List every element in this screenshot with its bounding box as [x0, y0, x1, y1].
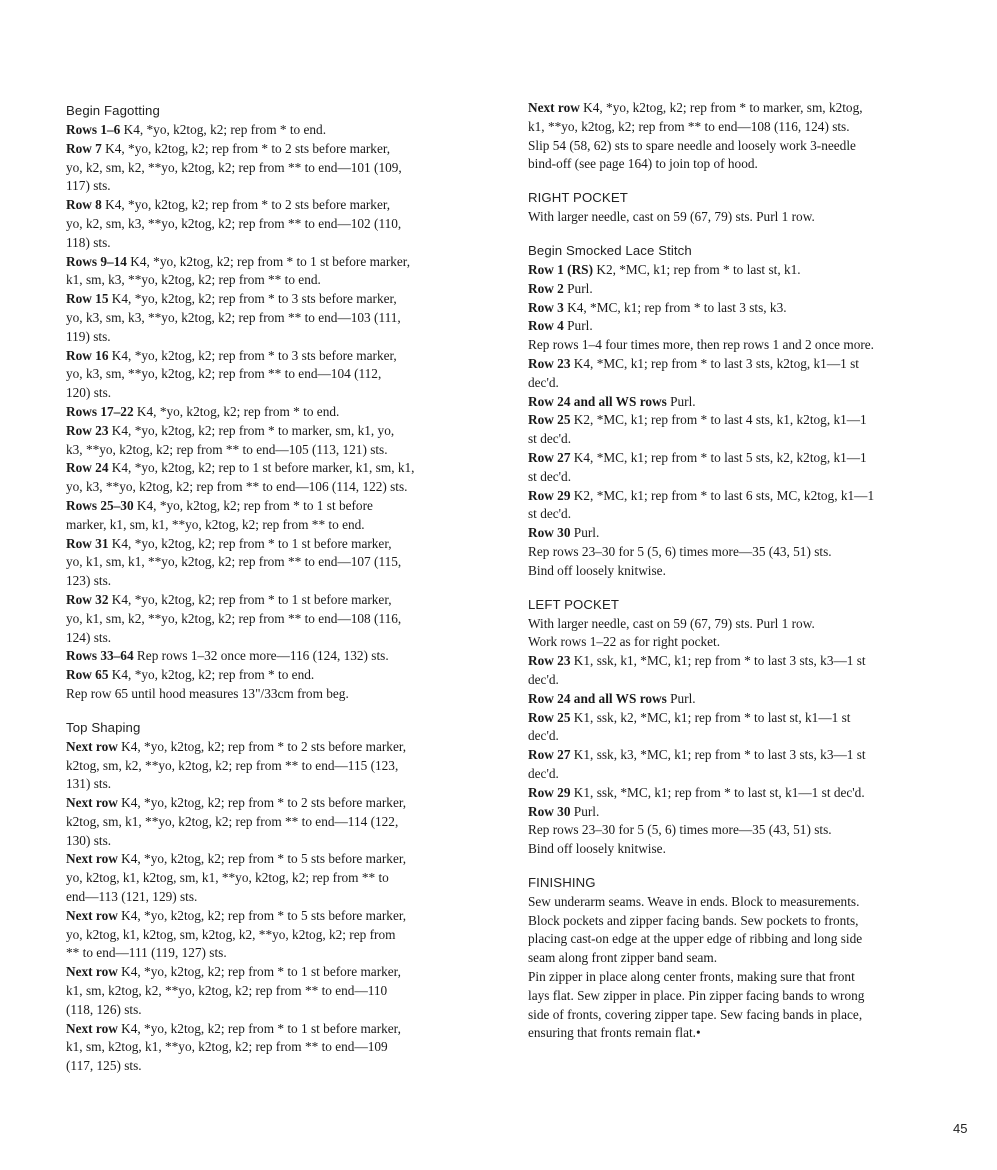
instruction-text: K1, ssk, k2, *MC, k1; rep from * to last st, k1—1 st	[570, 709, 851, 725]
instruction-line	[66, 963, 506, 982]
instruction-text: Purl.	[570, 803, 600, 819]
instruction-line	[66, 215, 506, 234]
instruction-text: K2, *MC, k1; rep from * to last 6 sts, MC, k2tog, k1—1	[570, 487, 875, 503]
instruction-text: Rep rows 1–32 once more—116 (124, 132) sts.	[133, 648, 389, 664]
instruction-line	[66, 177, 506, 196]
instruction-text: lays flat. Sew zipper in place. Pin zipper facing bands to wrong	[528, 987, 865, 1003]
instruction-line	[528, 505, 970, 524]
instruction-text: st dec'd.	[528, 506, 572, 522]
instruction-text: K4, *yo, k2tog, k2; rep from * to 1 st before marker,	[126, 253, 411, 269]
instruction-text: yo, k3, sm, **yo, k2tog, k2; rep from ** to end—104 (112,	[66, 366, 382, 382]
instruction-line	[66, 159, 506, 178]
instruction-text: K4, *yo, k2tog, k2; rep from * to 5 sts before marker,	[117, 907, 407, 923]
row-label: Row 23	[66, 422, 109, 438]
instruction-text: 119) sts.	[66, 328, 111, 344]
left-column	[66, 103, 506, 1092]
instruction-text: k1, **yo, k2tog, k2; rep from ** to end—108 (116, 124) sts.	[528, 118, 850, 134]
instruction-line	[528, 1006, 970, 1025]
instruction-line	[66, 738, 506, 757]
instruction-line	[528, 208, 970, 227]
instruction-line	[528, 912, 970, 931]
row-label: Row 31	[66, 535, 109, 551]
instruction-text: K4, *MC, k1; rep from * to last 5 sts, k2, k2tog, k1—1	[570, 449, 867, 465]
instruction-line	[528, 99, 970, 118]
row-label: Row 7	[66, 140, 102, 156]
instruction-text: yo, k3, **yo, k2tog, k2; rep from ** to end—106 (114, 122) sts.	[66, 479, 408, 495]
instruction-line	[66, 365, 506, 384]
instruction-line	[528, 487, 970, 506]
instruction-text: Bind off loosely knitwise.	[528, 562, 666, 578]
instruction-text: K4, *yo, k2tog, k2; rep from * to 3 sts before marker,	[108, 291, 397, 307]
instruction-text: Rep rows 23–30 for 5 (5, 6) times more—35 (43, 51) sts.	[528, 543, 832, 559]
instruction-text: K4, *yo, k2tog, k2; rep from * to 1 st before marker,	[117, 964, 401, 980]
instruction-line	[66, 629, 506, 648]
instruction-line	[66, 121, 506, 140]
row-label: Row 3	[528, 299, 564, 315]
pattern-section	[528, 99, 970, 174]
row-label: Row 1 (RS)	[528, 261, 594, 277]
instruction-line	[528, 317, 970, 336]
instruction-line	[528, 987, 970, 1006]
instruction-text: With larger needle, cast on 59 (67, 79) sts. Purl 1 row.	[528, 615, 815, 631]
instruction-line	[528, 449, 970, 468]
instruction-text: ** to end—111 (119, 127) sts.	[66, 945, 227, 961]
instruction-text: K4, *yo, k2tog, k2; rep from * to 2 sts before marker,	[101, 140, 391, 156]
row-label: Row 24	[66, 460, 109, 476]
section-heading: FINISHING	[528, 874, 596, 890]
instruction-text: Purl.	[570, 525, 600, 541]
row-label: Next row	[66, 795, 118, 811]
instruction-text: dec'd.	[528, 765, 559, 781]
row-label: Row 2	[528, 280, 564, 296]
instruction-text: yo, k2tog, k1, k2tog, sm, k1, **yo, k2tog, k2; rep from ** to	[66, 870, 389, 886]
row-label: Row 29	[528, 487, 571, 503]
row-label: Rows 17–22	[66, 403, 134, 419]
instruction-line	[66, 591, 506, 610]
instruction-text: placing cast-on edge at the upper edge of ribbing and long side	[528, 931, 863, 947]
pattern-section	[528, 190, 970, 227]
instruction-line	[66, 1020, 506, 1039]
row-label: Next row	[66, 1020, 118, 1036]
instruction-text: Work rows 1–22 as for right pocket.	[528, 634, 721, 650]
instruction-text: K4, *yo, k2tog, k2; rep from * to 2 sts before marker,	[117, 738, 407, 754]
instruction-text: k2tog, sm, k1, **yo, k2tog, k2; rep from ** to end—114 (122,	[66, 813, 399, 829]
instruction-text: 120) sts.	[66, 385, 112, 401]
instruction-text: K4, *yo, k2tog, k2; rep from * to marker, sm, k1, yo,	[108, 422, 395, 438]
instruction-text: yo, k2, sm, k2, **yo, k2tog, k2; rep from ** to end—101 (109,	[66, 159, 402, 175]
row-label: Row 25	[528, 709, 571, 725]
instruction-line	[66, 234, 506, 253]
instruction-line	[66, 572, 506, 591]
row-label: Row 24 and all WS rows	[528, 690, 667, 706]
instruction-text: yo, k1, sm, k1, **yo, k2tog, k2; rep from ** to end—107 (115,	[66, 554, 402, 570]
row-label: Row 32	[66, 591, 109, 607]
instruction-line	[66, 647, 506, 666]
instruction-line	[66, 610, 506, 629]
instruction-text: Purl.	[563, 280, 593, 296]
instruction-line	[66, 140, 506, 159]
instruction-line	[66, 982, 506, 1001]
pattern-section	[66, 720, 506, 1076]
instruction-text: yo, k2, sm, k3, **yo, k2tog, k2; rep from ** to end—102 (110,	[66, 215, 402, 231]
instruction-line	[66, 869, 506, 888]
instruction-line	[66, 944, 506, 963]
instruction-text: side of fronts, covering zipper tape. Sew facing bands in place,	[528, 1006, 863, 1022]
instruction-text: K4, *yo, k2tog, k2; rep from * to end.	[133, 403, 340, 419]
instruction-line	[66, 347, 506, 366]
instruction-line	[528, 562, 970, 581]
instruction-line	[66, 535, 506, 554]
instruction-line	[528, 840, 970, 859]
instruction-text: Purl.	[666, 393, 696, 409]
instruction-line	[528, 411, 970, 430]
instruction-text: With larger needle, cast on 59 (67, 79) sts. Purl 1 row.	[528, 209, 815, 225]
instruction-text: K2, *MC, k1; rep from * to last st, k1.	[593, 261, 801, 277]
row-label: Rows 33–64	[66, 648, 134, 664]
instruction-line	[66, 1038, 506, 1057]
instruction-line	[66, 907, 506, 926]
row-label: Row 23	[528, 653, 571, 669]
instruction-text: Purl.	[666, 690, 696, 706]
instruction-text: dec'd.	[528, 671, 559, 687]
instruction-line	[528, 118, 970, 137]
instruction-line	[66, 253, 506, 272]
instruction-line	[66, 666, 506, 685]
instruction-text: Rep row 65 until hood measures 13"/33cm from beg.	[66, 685, 349, 701]
instruction-text: yo, k2tog, k1, k2tog, sm, k2tog, k2, **yo, k2tog, k2; rep from	[66, 926, 396, 942]
instruction-text: 117) sts.	[66, 178, 111, 194]
instruction-line	[528, 709, 970, 728]
instruction-line	[528, 430, 970, 449]
instruction-line	[66, 1057, 506, 1076]
instruction-line	[66, 478, 506, 497]
instruction-line	[528, 280, 970, 299]
pattern-section	[528, 597, 970, 859]
row-label: Next row	[66, 964, 118, 980]
instruction-text: K4, *yo, k2tog, k2; rep from * to 5 sts before marker,	[117, 851, 407, 867]
instruction-line	[528, 543, 970, 562]
instruction-text: K4, *yo, k2tog, k2; rep from * to 1 st before marker,	[117, 1020, 401, 1036]
instruction-line	[528, 299, 970, 318]
instruction-line	[528, 524, 970, 543]
instruction-text: yo, k3, sm, k3, **yo, k2tog, k2; rep from ** to end—103 (111,	[66, 309, 401, 325]
instruction-text: K1, ssk, *MC, k1; rep from * to last st, k1—1 st dec'd.	[570, 784, 865, 800]
row-label: Row 23	[528, 355, 571, 371]
instruction-line	[66, 850, 506, 869]
instruction-line	[66, 309, 506, 328]
instruction-text: 130) sts.	[66, 832, 112, 848]
instruction-line	[66, 926, 506, 945]
instruction-line	[66, 832, 506, 851]
instruction-text: 131) sts.	[66, 776, 112, 792]
instruction-text: K4, *MC, k1; rep from * to last 3 sts, k3.	[563, 299, 787, 315]
page-number: 45	[953, 1121, 968, 1136]
instruction-line	[66, 685, 506, 704]
instruction-line	[528, 336, 970, 355]
instruction-line	[528, 633, 970, 652]
instruction-text: K4, *MC, k1; rep from * to last 3 sts, k2tog, k1—1 st	[570, 355, 859, 371]
instruction-line	[528, 155, 970, 174]
instruction-line	[528, 355, 970, 374]
section-heading: LEFT POCKET	[528, 596, 619, 612]
section-heading: Begin Fagotting	[66, 103, 160, 118]
instruction-line	[66, 441, 506, 460]
row-label: Row 30	[528, 525, 571, 541]
instruction-text: K1, ssk, k3, *MC, k1; rep from * to last 3 sts, k3—1 st	[570, 747, 866, 763]
row-label: Next row	[528, 100, 580, 115]
row-label: Row 24 and all WS rows	[528, 393, 667, 409]
instruction-line	[528, 393, 970, 412]
row-label: Row 30	[528, 803, 571, 819]
instruction-line	[66, 516, 506, 535]
instruction-text: dec'd.	[528, 728, 559, 744]
instruction-text: k1, sm, k3, **yo, k2tog, k2; rep from ** to end.	[66, 272, 321, 288]
instruction-text: K4, *yo, k2tog, k2; rep from * to 1 st before marker,	[108, 591, 392, 607]
instruction-text: 124) sts.	[66, 629, 112, 645]
row-label: Rows 1–6	[66, 122, 121, 137]
instruction-line	[528, 652, 970, 671]
instruction-line	[528, 137, 970, 156]
instruction-line	[66, 403, 506, 422]
row-label: Row 25	[528, 412, 571, 428]
instruction-line	[66, 775, 506, 794]
section-heading: Top Shaping	[66, 719, 141, 735]
instruction-line	[528, 803, 970, 822]
right-column	[528, 99, 970, 1059]
instruction-text: yo, k1, sm, k2, **yo, k2tog, k2; rep from ** to end—108 (116,	[66, 610, 402, 626]
instruction-line	[528, 727, 970, 746]
instruction-line	[66, 553, 506, 572]
instruction-line	[528, 930, 970, 949]
instruction-line	[66, 757, 506, 776]
instruction-line	[66, 290, 506, 309]
section-heading: RIGHT POCKET	[528, 190, 628, 206]
instruction-text: Bind off loosely knitwise.	[528, 841, 666, 857]
instruction-text: k1, sm, k2tog, k2, **yo, k2tog, k2; rep from ** to end—110	[66, 983, 388, 999]
row-label: Row 27	[528, 747, 571, 763]
instruction-text: K4, *yo, k2tog, k2; rep from * to 1 st before marker,	[108, 535, 392, 551]
instruction-text: Sew underarm seams. Weave in ends. Block to measurements.	[528, 893, 860, 909]
instruction-line	[66, 888, 506, 907]
row-label: Row 16	[66, 347, 109, 363]
instruction-text: dec'd.	[528, 374, 559, 390]
row-label: Next row	[66, 738, 118, 754]
row-label: Row 15	[66, 291, 109, 307]
row-label: Next row	[66, 907, 118, 923]
row-label: Rows 9–14	[66, 253, 127, 269]
instruction-text: K4, *yo, k2tog, k2; rep from * to 3 sts before marker,	[108, 347, 397, 363]
instruction-line	[66, 1001, 506, 1020]
instruction-text: Pin zipper in place along center fronts, making sure that front	[528, 969, 855, 985]
instruction-text: K4, *yo, k2tog, k2; rep to 1 st before marker, k1, sm, k1,	[108, 460, 415, 476]
instruction-text: Purl.	[563, 318, 593, 334]
instruction-text: marker, k1, sm, k1, **yo, k2tog, k2; rep from ** to end.	[66, 516, 365, 532]
row-label: Row 8	[66, 197, 102, 213]
instruction-line	[66, 459, 506, 478]
pattern-section	[528, 875, 970, 1043]
instruction-line	[528, 821, 970, 840]
instruction-text: seam along front zipper band seam.	[528, 950, 718, 966]
row-label: Row 4	[528, 318, 564, 334]
instruction-text: K4, *yo, k2tog, k2; rep from * to 2 sts before marker,	[117, 795, 407, 811]
row-label: Rows 25–30	[66, 497, 134, 513]
instruction-text: Rep rows 23–30 for 5 (5, 6) times more—35 (43, 51) sts.	[528, 822, 832, 838]
row-label: Row 65	[66, 667, 109, 683]
instruction-text: K2, *MC, k1; rep from * to last 4 sts, k1, k2tog, k1—1	[570, 412, 867, 428]
instruction-line	[528, 615, 970, 634]
instruction-text: Slip 54 (58, 62) sts to spare needle and loosely work 3-needle	[528, 137, 856, 153]
row-label: Row 27	[528, 449, 571, 465]
instruction-line	[528, 784, 970, 803]
row-label: Row 29	[528, 784, 571, 800]
instruction-text: K4, *yo, k2tog, k2; rep from * to 1 st before	[133, 497, 373, 513]
instruction-text: 118) sts.	[66, 234, 111, 250]
instruction-line	[66, 794, 506, 813]
instruction-text: 123) sts.	[66, 573, 112, 589]
pattern-section	[528, 243, 970, 581]
instruction-text: (118, 126) sts.	[66, 1001, 142, 1017]
instruction-text: (117, 125) sts.	[66, 1058, 142, 1074]
instruction-line	[528, 690, 970, 709]
instruction-text: K1, ssk, k1, *MC, k1; rep from * to last 3 sts, k3—1 st	[570, 653, 866, 669]
instruction-line	[66, 497, 506, 516]
instruction-line	[66, 328, 506, 347]
instruction-text: K4, *yo, k2tog, k2; rep from * to end.	[108, 667, 315, 683]
instruction-text: K4, *yo, k2tog, k2; rep from * to 2 sts before marker,	[101, 197, 391, 213]
instruction-text: k3, **yo, k2tog, k2; rep from ** to end—105 (113, 121) sts.	[66, 441, 388, 457]
instruction-text: ensuring that fronts remain flat.•	[528, 1025, 701, 1041]
instruction-text: K4, *yo, k2tog, k2; rep from * to end.	[120, 122, 327, 137]
instruction-text: k1, sm, k2tog, k1, **yo, k2tog, k2; rep from ** to end—109	[66, 1039, 388, 1055]
instruction-text: K4, *yo, k2tog, k2; rep from * to marker, sm, k2tog,	[579, 100, 863, 115]
instruction-line	[528, 374, 970, 393]
instruction-line	[528, 468, 970, 487]
pattern-section	[66, 103, 506, 704]
instruction-line	[66, 196, 506, 215]
instruction-line	[528, 968, 970, 987]
instruction-line	[66, 384, 506, 403]
instruction-line	[66, 422, 506, 441]
section-heading: Begin Smocked Lace Stitch	[528, 242, 692, 258]
row-label: Next row	[66, 851, 118, 867]
instruction-text: k2tog, sm, k2, **yo, k2tog, k2; rep from ** to end—115 (123,	[66, 757, 399, 773]
instruction-text: bind-off (see page 164) to join top of hood.	[528, 156, 758, 172]
instruction-text: Rep rows 1–4 four times more, then rep rows 1 and 2 once more.	[528, 337, 875, 353]
instruction-text: Block pockets and zipper facing bands. Sew pockets to fronts,	[528, 912, 859, 928]
instruction-line	[528, 746, 970, 765]
instruction-text: st dec'd.	[528, 431, 572, 447]
instruction-line	[66, 813, 506, 832]
instruction-line	[528, 261, 970, 280]
instruction-text: end—113 (121, 129) sts.	[66, 889, 198, 905]
instruction-line	[66, 271, 506, 290]
instruction-line	[528, 1024, 970, 1043]
instruction-line	[528, 765, 970, 784]
instruction-line	[528, 671, 970, 690]
instruction-line	[528, 949, 970, 968]
instruction-text: st dec'd.	[528, 468, 572, 484]
instruction-line	[528, 893, 970, 912]
